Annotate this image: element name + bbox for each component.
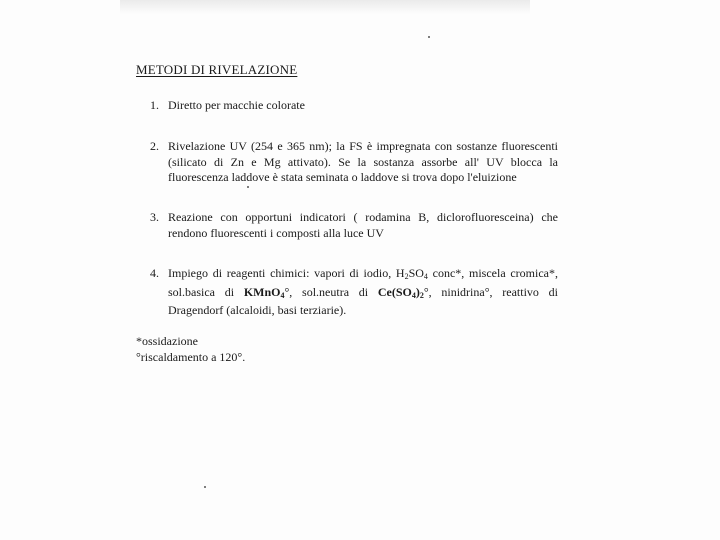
scan-speck	[428, 36, 430, 38]
method-item-4	[150, 266, 558, 319]
method-item-3	[150, 210, 558, 241]
subscript: 4	[411, 290, 416, 300]
footnote-oxidation: *ossidazione	[136, 334, 198, 348]
scan-speck	[204, 486, 206, 488]
item-number: 3.	[150, 210, 159, 224]
method-item-1	[150, 98, 558, 114]
subscript: 2	[404, 272, 409, 281]
text-run: sol.basica di	[168, 284, 244, 299]
subscript: 2	[419, 290, 424, 300]
formula-text: KMnO	[243, 284, 281, 299]
item-text-line: (silicato di Zn e Mg attivato). Se la sostanza assorbe all' UV blocca la	[168, 154, 558, 169]
item-text-line: fluorescenza laddove è stata seminata o laddove si trova dopo l'eluizione	[168, 170, 517, 184]
item-text-line: Reazione con opportuni indicatori ( rodamina B, diclorofluoresceina) che	[168, 210, 558, 224]
item-text-line: rendono fluorescenti i composti alla luce UV	[168, 225, 384, 240]
method-item-2	[150, 139, 558, 186]
item-number: 1.	[150, 98, 159, 112]
formula-text: )	[415, 284, 420, 299]
text-run: Impiego di reagenti chimici: vapori di iodio, H	[168, 266, 405, 280]
scan-artifact	[120, 0, 530, 14]
formula-ceso4	[378, 285, 424, 299]
text-run: conc*, miscela cromica*,	[427, 266, 558, 280]
scan-speck	[247, 186, 249, 188]
formula-text: Ce(SO	[377, 284, 412, 299]
item-text-line	[168, 285, 558, 304]
text-run: SO	[408, 266, 424, 280]
footnotes	[136, 334, 245, 365]
footnote-heating: °riscaldamento a 120°.	[136, 349, 246, 364]
item-text-line: Dragendorf (alcaloidi, basi terziarie).	[168, 303, 347, 317]
subscript: 4	[280, 290, 285, 300]
item-text-line	[168, 266, 558, 285]
item-text-line: Rivelazione UV (254 e 365 nm); la FS è impregnata con sostanze fluorescenti	[168, 139, 558, 153]
item-text-line: Diretto per macchie colorate	[168, 98, 305, 112]
text-run: °, ninidrina°, reattivo di	[423, 284, 558, 299]
text-run: °, sol.neutra di	[284, 284, 378, 299]
item-number: 2.	[150, 139, 159, 153]
formula-kmno4	[244, 285, 285, 299]
section-title: METODI DI RIVELAZIONE	[136, 62, 298, 77]
subscript: 4	[423, 272, 428, 281]
item-number: 4.	[150, 266, 159, 280]
